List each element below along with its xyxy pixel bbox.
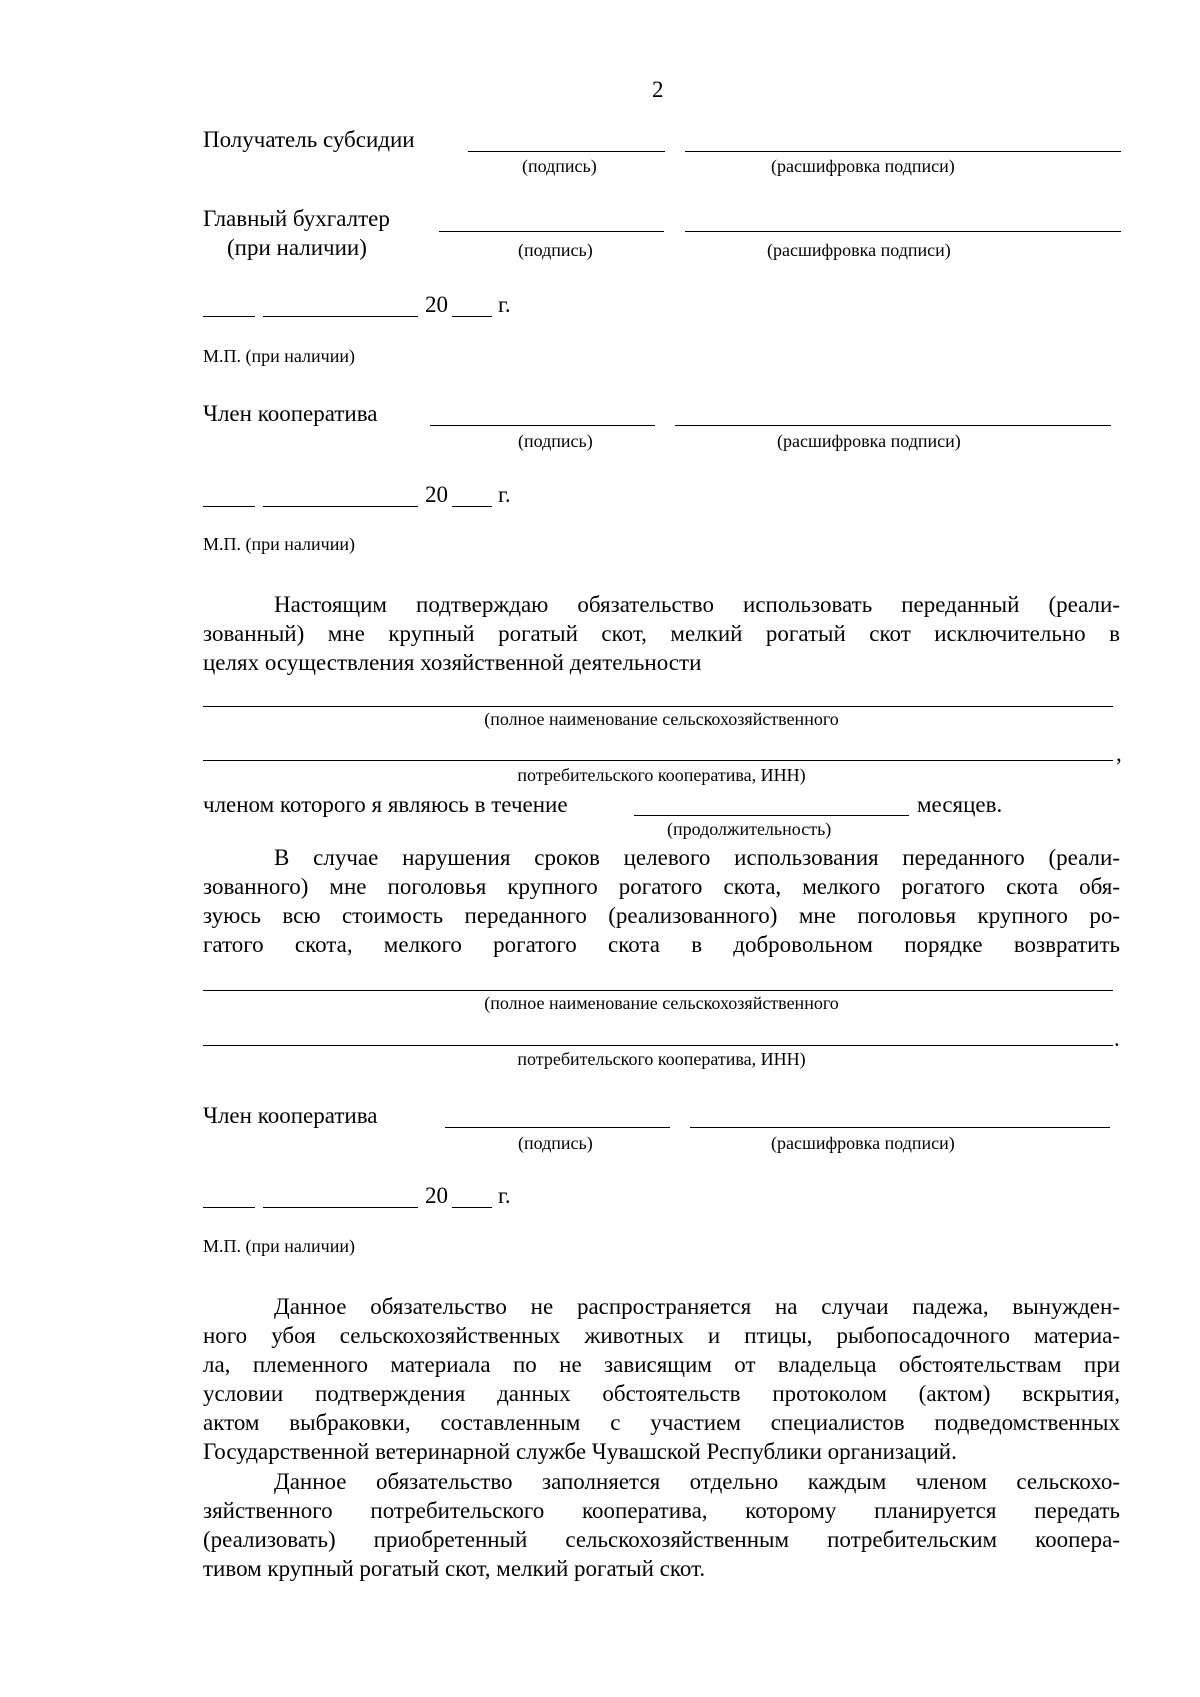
duration-caption: (продолжительность) [667, 819, 832, 839]
para3-line2: ного убоя сельскохозяйственных животных и птицы, рыбопосадочного материа- [203, 1323, 1120, 1348]
recipient-decode-line[interactable] [685, 151, 1121, 152]
coop-caption1b: потребительского кооператива, ИНН) [517, 765, 806, 785]
date3-day-line[interactable] [203, 1207, 255, 1208]
para1-line3: целях осуществления хозяйственной деятельности [203, 650, 702, 675]
date3-year-suffix: г. [498, 1183, 511, 1208]
para2-line1: В случае нарушения сроков целевого использования переданного (реали- [274, 845, 1120, 870]
para3-line6: Государственной ветеринарной службе Чувашской Республики организаций. [203, 1439, 957, 1464]
para1-line1: Настоящим подтверждаю обязательство использовать переданный (реали- [274, 592, 1120, 617]
date1-year-prefix: 20 [425, 292, 448, 317]
member1-sign-caption: (подпись) [518, 431, 593, 451]
commitment-paragraph [203, 590, 1120, 677]
comma: , [1116, 741, 1122, 766]
coop-name-line3[interactable] [203, 990, 1113, 991]
member2-sign-caption: (подпись) [518, 1133, 593, 1153]
member1-label: Член кооператива [203, 401, 378, 426]
coop-caption2b: потребительского кооператива, ИНН) [517, 1049, 806, 1069]
date2-year-line[interactable] [452, 506, 492, 507]
para3-line4: условии подтверждения данных обстоятельств протоколом (актом) вскрытия, [203, 1381, 1120, 1406]
accountant-sign-caption: (подпись) [518, 240, 593, 260]
member2-decode-line[interactable] [690, 1127, 1110, 1128]
para4-line2: зяйственного потребительского кооператива, которому планируется передать [203, 1498, 1120, 1523]
para3-line1: Данное обязательство не распространяется на случаи падежа, вынужден- [274, 1294, 1120, 1319]
member2-signature-line[interactable] [445, 1127, 670, 1128]
exemption-paragraph [203, 1292, 1120, 1466]
accountant-label-note: (при наличии) [227, 235, 367, 260]
coop-name-line1[interactable] [203, 706, 1113, 707]
recipient-label: Получатель субсидии [203, 127, 415, 152]
para3-line5: актом выбраковки, составленным с участием специалистов подведомственных [203, 1410, 1120, 1435]
member2-label: Член кооператива [203, 1103, 378, 1128]
months-label: месяцев. [917, 792, 1003, 817]
date1-month-line[interactable] [263, 316, 418, 317]
para4-line1: Данное обязательство заполняется отдельно каждым членом сельскохо- [274, 1469, 1120, 1494]
para2-line3: зуюсь всю стоимость переданного (реализованного) мне поголовья крупного ро- [203, 903, 1120, 928]
para2-line4: гатого скота, мелкого рогатого скота в добровольном порядке возвратить [203, 932, 1120, 957]
para4-line4: тивом крупный рогатый скот, мелкий рогатый скот. [203, 1556, 706, 1581]
para3-line3: ла, племенного материала по не зависящим от владельца обстоятельствам при [203, 1352, 1120, 1377]
member1-decode-line[interactable] [675, 425, 1111, 426]
recipient-decode-caption: (расшифровка подписи) [771, 156, 955, 176]
violation-paragraph [203, 843, 1120, 959]
member-since-text: членом которого я являюсь в течение [203, 792, 568, 817]
recipient-sign-caption: (подпись) [522, 156, 597, 176]
accountant-decode-caption: (расшифровка подписи) [767, 240, 951, 260]
duration-line[interactable] [634, 815, 909, 816]
recipient-signature-line[interactable] [468, 151, 665, 152]
stamp3-label: М.П. (при наличии) [203, 1236, 355, 1256]
date1-year-suffix: г. [498, 292, 511, 317]
date1-day-line[interactable] [203, 316, 255, 317]
accountant-signature-line[interactable] [439, 231, 664, 232]
fill-instruction-paragraph [203, 1467, 1120, 1583]
member1-signature-line[interactable] [430, 425, 655, 426]
accountant-label: Главный бухгалтер [203, 206, 390, 231]
date3-month-line[interactable] [263, 1207, 418, 1208]
coop-name-line2[interactable] [203, 760, 1113, 761]
period: . [1114, 1026, 1120, 1051]
para2-line2: зованного) мне поголовья крупного рогатого скота, мелкого рогатого скота обя- [203, 874, 1120, 899]
date1-year-line[interactable] [452, 316, 492, 317]
member1-decode-caption: (расшифровка подписи) [777, 431, 961, 451]
date2-year-prefix: 20 [425, 482, 448, 507]
para4-line3: (реализовать) приобретенный сельскохозяйственным потребительским коопера- [203, 1527, 1120, 1552]
stamp2-label: М.П. (при наличии) [203, 534, 355, 554]
date3-year-line[interactable] [452, 1207, 492, 1208]
coop-name-line4[interactable] [203, 1045, 1113, 1046]
stamp1-label: М.П. (при наличии) [203, 346, 355, 366]
date2-year-suffix: г. [498, 482, 511, 507]
date3-year-prefix: 20 [425, 1183, 448, 1208]
coop-caption1a: (полное наименование сельскохозяйственного [484, 709, 839, 729]
date2-month-line[interactable] [263, 506, 418, 507]
para1-line2: зованный) мне крупный рогатый скот, мелкий рогатый скот исключительно в [203, 621, 1120, 646]
page-number: 2 [652, 77, 664, 102]
member2-decode-caption: (расшифровка подписи) [771, 1133, 955, 1153]
date2-day-line[interactable] [203, 506, 255, 507]
accountant-decode-line[interactable] [685, 231, 1121, 232]
coop-caption2a: (полное наименование сельскохозяйственного [484, 993, 839, 1013]
